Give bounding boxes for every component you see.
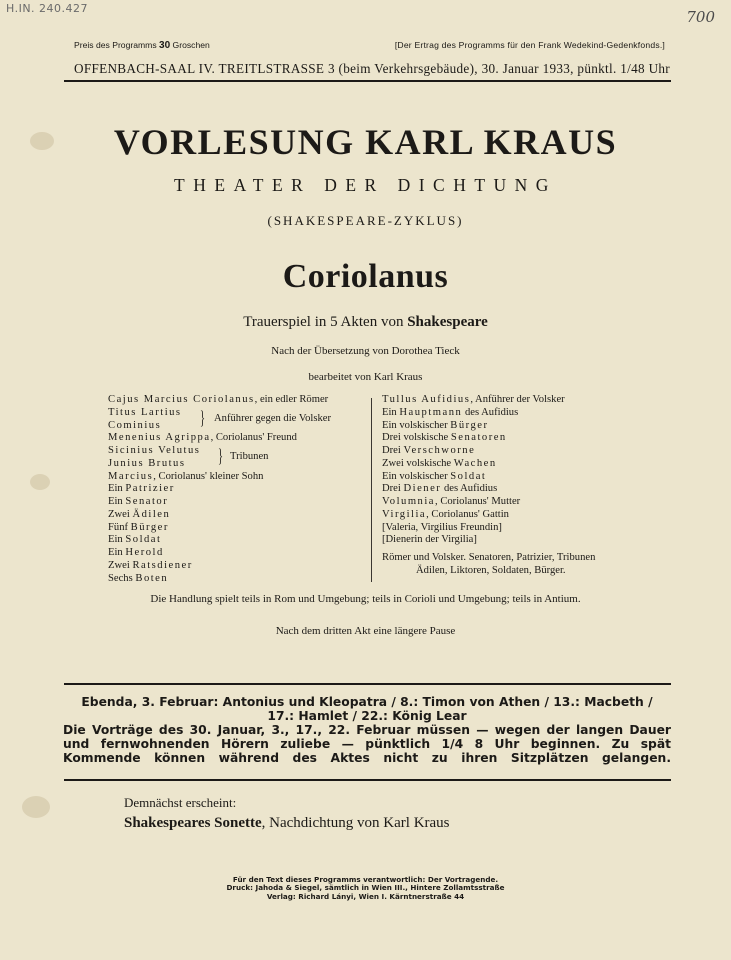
crowd-line: Ädilen, Liktoren, Soldaten, Bürger.: [416, 564, 566, 576]
role-name: Menenius Agrippa: [108, 432, 211, 444]
role-name: Wachen: [453, 457, 497, 469]
schedule-line: Ebenda, 3. Februar: Antonius und Kleopatra / 8.: Timon von Athen / 13.: Macbeth /: [81, 695, 653, 709]
role-count: Zwei: [108, 559, 130, 571]
cast-list-left: [108, 394, 370, 585]
role-count: Ein: [382, 406, 397, 418]
setting-note: Die Handlung spielt teils in Rom und Umgebung; teils in Corioli und Umgebung; teils in Antium.: [150, 593, 581, 605]
schedule-line: 17.: Hamlet / 22.: König Lear: [267, 708, 467, 723]
announcement-bottom-rule: [64, 779, 671, 781]
punctuality-notice: Die Vorträge des 30. Januar, 3., 17., 22. Februar müssen — wegen der langen Dauer und fernwohnenden Hörern zuliebe — pünktlich 1/4 8 Uhr beginnen. Zu spät Kommende können während des Aktes nicht zu ihren Sitzplätzen gelangen.: [63, 723, 671, 765]
role-desc: Tribunen: [230, 451, 269, 462]
cast-row: [108, 522, 370, 535]
lecture-title: VORLESUNG KARL KRAUS: [113, 122, 618, 162]
role-desc: des Aufidius: [464, 406, 519, 418]
cast-row: [382, 522, 644, 535]
cast-row: [382, 496, 644, 509]
role-count: Drei: [382, 445, 401, 456]
cast-row: [382, 420, 644, 433]
cast-row: [382, 445, 644, 458]
role-count: Fünf: [108, 521, 129, 533]
role-count: Ein: [108, 483, 123, 495]
role-name: [Dienerin der Virgilia]: [382, 534, 477, 546]
role-name: Marcius: [108, 470, 154, 482]
crowd-line: Römer und Volsker. Senatoren, Patrizier, Tribunen: [382, 552, 596, 563]
author-name: Shakespeare: [407, 314, 488, 330]
schedule-announcement: [63, 696, 671, 724]
genre-text: Trauerspiel in 5 Akten von: [243, 314, 404, 330]
role-desc: , Coriolanus' Mutter: [435, 496, 521, 507]
cast-row: [108, 547, 370, 560]
cast-row: [108, 496, 370, 509]
role-name: Verschworne: [403, 445, 476, 456]
role-name: Junius Brutus: [108, 457, 186, 469]
announcement-top-rule: [64, 683, 671, 685]
cast-row: [108, 432, 370, 445]
role-count: Sechs: [108, 572, 133, 584]
forthcoming-label: Demnächst erscheint:: [124, 795, 237, 810]
paper-stain: [22, 796, 50, 818]
role-count: Ein: [108, 534, 123, 546]
cast-row: [382, 458, 644, 471]
cast-row: [108, 471, 370, 484]
intermission-note: Nach dem dritten Akt eine längere Pause: [275, 625, 456, 637]
translation-credit: Nach der Übersetzung von Dorothea Tieck: [271, 345, 460, 357]
role-count: Ein: [108, 496, 123, 507]
role-name: Boten: [135, 572, 169, 584]
book-credit: , Nachdichtung von Karl Kraus: [261, 815, 450, 831]
role-name: Virgilia: [382, 508, 427, 520]
paper-stain: [30, 474, 50, 490]
role-name: Volumnia: [382, 496, 436, 507]
cast-row: [108, 509, 370, 522]
role-name: Diener: [403, 483, 442, 495]
cast-row: [382, 471, 644, 484]
theater-subtitle: THEATER DER DICHTUNG: [174, 175, 557, 195]
cycle-label: (SHAKESPEARE-ZYKLUS): [267, 213, 464, 228]
role-count: Ein volskischer: [382, 419, 448, 431]
role-desc: , Coriolanus' Gattin: [426, 508, 509, 520]
role-name: Ädilen: [132, 508, 171, 520]
imprint: [0, 876, 731, 901]
role-name: Soldat: [125, 534, 162, 546]
brace-symbol: }: [200, 407, 206, 429]
cast-list-right: [382, 394, 644, 577]
program-price: [74, 40, 210, 51]
cast-row: [382, 509, 644, 522]
page-number: 700: [686, 8, 715, 26]
cast-row: [108, 483, 370, 496]
brace-symbol: }: [218, 446, 224, 467]
cast-row: [108, 394, 370, 407]
catalog-mark: H.IN. 240.427: [6, 2, 89, 15]
cast-group-generals: [108, 407, 370, 433]
cast-row: [108, 560, 370, 573]
cast-row: [382, 483, 644, 496]
header-rule: [64, 80, 671, 82]
imprint-line: Druck: Jahoda & Siegel, sämtlich in Wien III., Hintere Zollamtsstraße: [226, 883, 505, 893]
role-name: Ratsdiener: [132, 559, 193, 571]
role-count: Ein: [108, 547, 123, 558]
role-name: Bürger: [130, 521, 169, 533]
role-count: Zwei volskische: [382, 457, 452, 469]
book-title: Shakespeares Sonette: [124, 815, 262, 831]
role-name: Sicinius Velutus: [108, 445, 201, 456]
cast-row: [382, 394, 644, 407]
role-desc: , ein edler Römer: [254, 394, 329, 405]
imprint-line: Für den Text dieses Programms verantwortlich: Der Vortragende.: [232, 875, 499, 884]
role-count: Ein volskischer: [382, 470, 448, 482]
proceeds-note: [Der Ertrag des Programms für den Frank Wedekind-Gedenkfonds.]: [394, 40, 665, 50]
cast-row: [382, 432, 644, 445]
imprint-line: Verlag: Richard Lányi, Wien I. Kärntnerstraße 44: [266, 891, 465, 901]
venue-line: OFFENBACH-SAAL IV. TREITLSTRASSE 3 (beim Verkehrsgebäude), 30. Januar 1933, pünktl. 1/48 Uhr: [74, 61, 670, 76]
role-desc: , Coriolanus' kleiner Sohn: [153, 470, 264, 482]
cast-group-tribunes: [108, 445, 370, 471]
column-divider: [371, 398, 372, 582]
adaptation-credit: bearbeitet von Karl Kraus: [308, 371, 423, 383]
role-desc: Anführer gegen die Volsker: [214, 412, 331, 424]
role-name: Herold: [125, 547, 164, 558]
forthcoming-title: [124, 815, 450, 832]
role-name: Tullus Aufidius: [382, 394, 471, 405]
role-name: Cominius: [108, 419, 162, 431]
role-name: Senator: [125, 496, 169, 507]
cast-row: [108, 534, 370, 547]
cast-row: [108, 573, 370, 586]
price-value: 30: [159, 40, 171, 51]
play-genre: [0, 314, 731, 331]
role-count: Zwei: [108, 508, 130, 520]
role-name: [Valeria, Virgilius Freundin]: [382, 521, 502, 533]
role-name: Bürger: [450, 419, 489, 431]
role-count: Drei: [382, 483, 401, 495]
role-name: Soldat: [450, 470, 487, 482]
price-suffix: Groschen: [172, 40, 210, 50]
cast-row: [382, 407, 644, 420]
role-desc: des Aufidius: [443, 483, 498, 495]
price-prefix: Preis des Programms: [74, 40, 157, 50]
crowd-note: [382, 547, 644, 577]
play-title: Coriolanus: [282, 258, 449, 295]
role-desc: , Anführer der Volsker: [470, 394, 565, 405]
cast-row: [382, 534, 644, 547]
role-name: Cajus Marcius Coriolanus: [108, 394, 255, 405]
role-name: Patrizier: [125, 483, 175, 495]
role-name: Senatoren: [450, 432, 507, 444]
role-name: Hauptmann: [399, 406, 463, 418]
role-name: Titus Lartius: [108, 406, 182, 418]
role-count: Drei volskische: [382, 432, 449, 444]
role-desc: , Coriolanus' Freund: [210, 432, 297, 444]
